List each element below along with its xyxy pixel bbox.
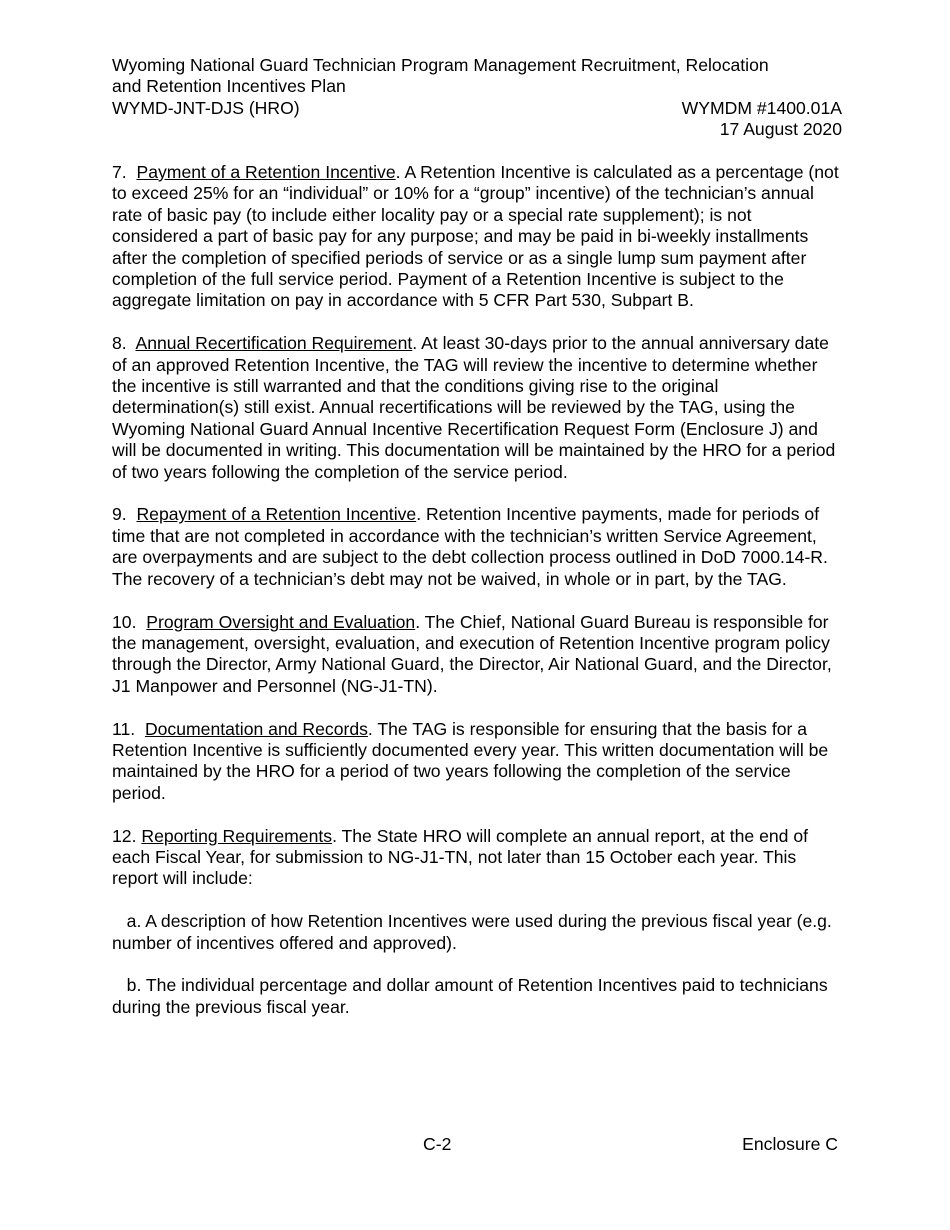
section-heading: Program Oversight and Evaluation: [146, 611, 416, 632]
page-number: C-2: [423, 1134, 452, 1154]
section-11: [112, 719, 842, 805]
section-number: 10.: [112, 611, 137, 632]
section-body: . The TAG is responsible for ensuring that the basis for a Retention Incentive is sufficiently documented every year. This written documentation will be maintained by the HRO for a period of two years following the completion of the service period.: [112, 718, 829, 803]
section-body: . Retention Incentive payments, made for periods of time that are not completed in accordance with the technician’s written Service Agreement, are overpayments and are subject to the debt collection process outlined in DoD 7000.14-R. The recovery of a technician’s debt may not be waived, in whole or in part, by the TAG.: [112, 504, 828, 589]
section-heading: Repayment of a Retention Incentive: [136, 504, 417, 525]
subitem-b: [112, 975, 842, 1018]
document-header: [112, 55, 842, 141]
document-page: [112, 55, 842, 1018]
section-number: 9.: [112, 504, 127, 525]
section-heading: Reporting Requirements: [141, 825, 333, 846]
section-body: . At least 30-days prior to the annual anniversary date of an approved Retention Incentive, the TAG will review the incentive to determine whether the incentive is still warranted and that the conditions giving rise to the original determination(s) still exist. Annual recertifications will be reviewed by the TAG, using the Wyoming National Guard Annual Incentive Recertification Request Form (Enclosure J) and will be documented in writing. This documentation will be maintained by the HRO for a period of two years following the completion of the service period.: [112, 333, 836, 482]
section-body: . The State HRO will complete an annual report, at the end of each Fiscal Year, for submission to NG-J1-TN, not later than 15 October each year. This report will include:: [112, 825, 809, 889]
page-footer: [112, 1134, 838, 1156]
section-8: [112, 333, 842, 483]
section-7: [112, 162, 842, 312]
header-reference-row: [112, 98, 842, 119]
section-heading: Documentation and Records: [144, 718, 368, 739]
subitem-text: b. The individual percentage and dollar amount of Retention Incentives paid to technicians during the previous fiscal year.: [112, 975, 828, 1017]
subitem-text: a. A description of how Retention Incentives were used during the previous fiscal year (e.g. number of incentives offered and approved).: [112, 911, 832, 953]
section-number: 7.: [112, 162, 127, 183]
header-title-line-1: Wyoming National Guard Technician Program Management Recruitment, Relocation: [112, 55, 769, 75]
subitem-a: [112, 911, 842, 954]
section-10: [112, 612, 842, 698]
section-body: . A Retention Incentive is calculated as a percentage (not to exceed 25% for an “individual” or 10% for a “group” incentive) of the technician’s annual rate of basic pay (to include either locality pay or a special rate supplement); is not considered a part of basic pay for any purpose; and may be paid in bi-weekly installments after the completion of specified periods of service or as a single lump sum payment after completion of the full service period. Payment of a Retention Incentive is subject to the aggregate limitation on pay in accordance with 5 CFR Part 530, Subpart B.: [112, 162, 839, 311]
section-heading: Annual Recertification Requirement: [135, 333, 413, 354]
section-heading: Payment of a Retention Incentive: [136, 162, 396, 183]
section-body: . The Chief, National Guard Bureau is responsible for the management, oversight, evaluation, and execution of Retention Incentive program policy through the Director, Army National Guard, the Director, Air National Guard, and the Director, J1 Manpower and Personnel (NG-J1-TN).: [112, 611, 832, 696]
document-number: WYMDM #1400.01A: [681, 97, 842, 118]
enclosure-label: Enclosure C: [742, 1134, 838, 1154]
office-symbol: WYMD-JNT-DJS (HRO): [112, 97, 300, 118]
section-9: [112, 504, 842, 590]
section-number: 8.: [112, 333, 127, 354]
section-number: 11.: [112, 718, 136, 739]
section-12: [112, 826, 842, 890]
section-number: 12.: [112, 825, 137, 846]
header-title-line-2: and Retention Incentives Plan: [112, 76, 346, 97]
document-date: 17 August 2020: [719, 119, 842, 140]
